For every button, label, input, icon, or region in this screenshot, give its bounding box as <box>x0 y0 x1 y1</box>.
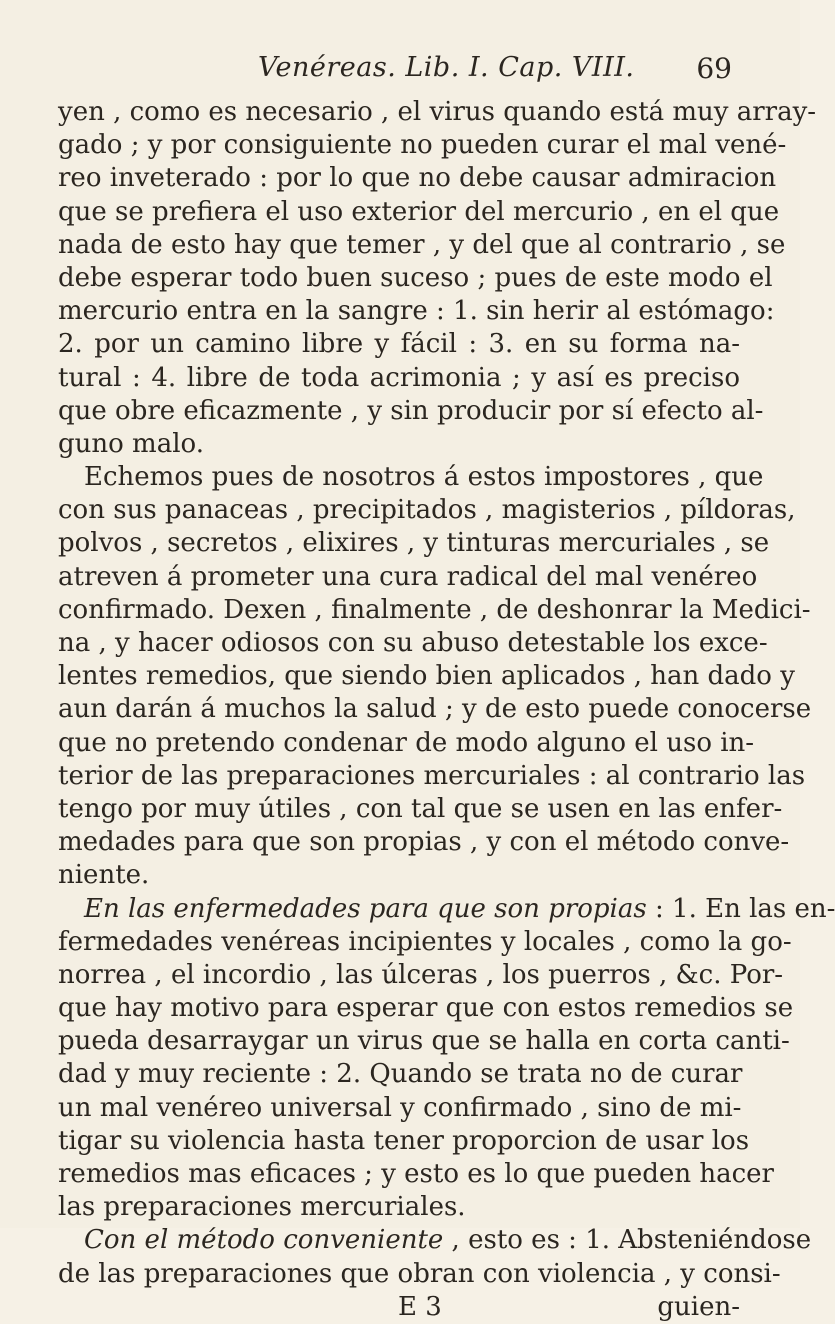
text-line: que obre eficazmente , y sin producir por sí efecto al- <box>58 395 764 426</box>
text-line: que hay motivo para esperar que con estos remedios se <box>58 993 794 1024</box>
text-line: de las preparaciones que obran con violencia , y consi- <box>58 1258 781 1289</box>
text-line: mercurio entra en la sangre : 1. sin herir al estómago: <box>58 296 775 327</box>
text-line: nada de esto hay que temer , y del que al contrario , se <box>58 229 786 260</box>
line-rest: , esto es : 1. Absteniéndose <box>443 1225 812 1256</box>
text-line: tigar su violencia hasta tener proporcion de usar los <box>58 1125 750 1156</box>
text-line: que no pretendo condenar de modo alguno el uso in- <box>58 727 755 758</box>
paragraph-start-line <box>58 893 835 926</box>
text-line: medades para que son propias , y con el método conve- <box>58 827 790 858</box>
text-line: atreven á prometer una cura radical del mal venéreo <box>58 561 758 592</box>
text-line: tural : 4. libre de toda acrimonia ; y así es preciso <box>58 362 740 393</box>
text-line: na , y hacer odiosos con su abuso detestable los exce- <box>58 628 768 658</box>
italic-lead: En las enfermedades para que son propias <box>84 893 647 924</box>
text-line: confirmado. Dexen , finalmente , de deshonrar la Medici- <box>58 594 811 625</box>
text-line: remedios mas eficaces ; y esto es lo que pueden hacer <box>58 1159 774 1189</box>
text-line: debe esperar todo buen suceso ; pues de este modo el <box>58 262 773 293</box>
text-line: lentes remedios, que siendo bien aplicados , han dado y <box>58 661 795 692</box>
text-line: guno malo. <box>58 428 204 459</box>
text-line: las preparaciones mercuriales. <box>58 1192 466 1223</box>
text-line: norrea , el incordio , las úlceras , los puerros , &c. Por- <box>58 959 784 990</box>
line-rest: : 1. En las en- <box>646 893 835 924</box>
text-line: aun darán á muchos la salud ; y de esto puede conocerse <box>58 694 812 725</box>
signature-mark: E 3 <box>398 1291 442 1322</box>
catchword: guien- <box>657 1291 740 1322</box>
page-number: 69 <box>696 52 732 85</box>
text-line: gado ; y por consiguiente no pueden curar el mal vené- <box>58 130 787 161</box>
paragraph-start-line <box>58 1224 812 1257</box>
paragraph-start-line: Echemos pues de nosotros á estos impostores , que <box>84 462 764 493</box>
running-head <box>258 52 732 96</box>
text-line: tengo por muy útiles , con tal que se usen en las enfer- <box>58 793 783 824</box>
text-line: polvos , secretos , elixires , y tinturas mercuriales , se <box>58 528 770 559</box>
text-line: con sus panaceas , precipitados , magisterios , píldoras, <box>58 495 796 526</box>
text-line: reo inveterado : por lo que no debe causar admiracion <box>58 163 777 194</box>
page-footer <box>58 1291 740 1324</box>
running-title: Venéreas. Lib. I. Cap. VIII. <box>258 52 635 83</box>
text-line: un mal venéreo universal y confirmado , sino de mi- <box>58 1092 742 1123</box>
text-line: pueda desarraygar un virus que se halla en corta canti- <box>58 1026 790 1057</box>
text-line: fermedades venéreas incipientes y locales , como la go- <box>58 926 792 957</box>
text-line: niente. <box>58 860 150 891</box>
text-line: que se prefiera el uso exterior del mercurio , en el que <box>58 196 780 227</box>
text-line: 2. por un camino libre y fácil : 3. en su forma na- <box>58 329 740 360</box>
text-line: yen , como es necesario , el virus quando está muy array- <box>58 97 817 127</box>
body-text <box>58 96 835 1324</box>
italic-lead: Con el método conveniente <box>84 1225 444 1256</box>
text-line: terior de las preparaciones mercuriales : al contrario las <box>58 760 806 791</box>
text-line: dad y muy reciente : 2. Quando se trata no de curar <box>58 1059 743 1090</box>
